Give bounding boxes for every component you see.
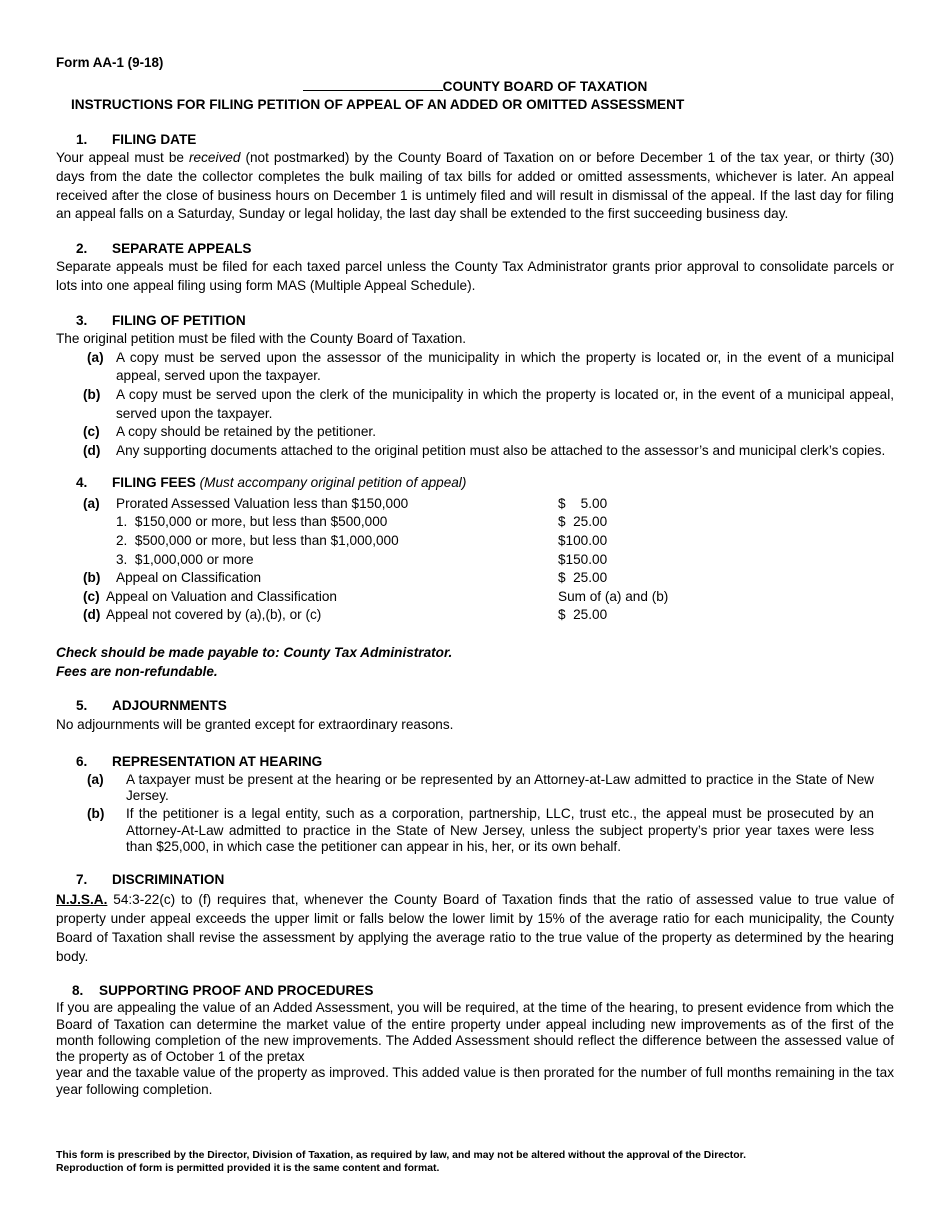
fee-row: (a) Prorated Assessed Valuation less than $150,000 $ 5.00 [83,495,608,511]
section-number: 3. [76,312,88,328]
section-title: ADJOURNMENTS [112,698,227,714]
fee-row: 3. $1,000,000 or more $150.00 [116,551,608,567]
section-note: (Must accompany original petition of appeal) [199,475,467,491]
section-number: 5. [76,698,88,714]
section-title: FILING OF PETITION [112,312,246,328]
section-2-text: Separate appeals must be filed for each taxed parcel unless the County Tax Administrator grants prior approval to consolidate parcels or lots into one appeal filing using form MAS (Multiple Appeal Schedule). [56,259,894,293]
section-1-text: Your appeal must be received (not postmarked) by the County Board of Taxation on or before December 1 of the tax year, or thirty (30) days from the date the collector completes the bulk mailing of tax bills for added or omitted assessments, whichever is later. An appeal received after the close of business hours on December 1 is untimely filed and will result in dismissal of the appeal. If the last day for filing an appeal falls on a Saturday, Sunday or legal holiday, the last day shall be extended to the first succeeding business day. [56,150,894,222]
section-number: 7. [76,872,88,888]
section-8-text: If you are appealing the value of an Added Assessment, you will be required, at the time of the hearing, to present evidence from which the Board of Taxation can determine the market value of the entire property under appeal including new improvements as of the first of the month following completion of the new improvements. The Added Assessment should reflect the difference between the assessed value of the property as of October 1 of the pretax [56,1000,894,1065]
section-title: SUPPORTING PROOF AND PROCEDURES [99,982,374,998]
section-title: SEPARATE APPEALS [112,240,252,256]
section-5-heading [76,697,894,716]
section-7-text: N.J.S.A. 54:3-22(c) to (f) requires that, whenever the County Board of Taxation finds that the ratio of assessed value to true value of property under appeal exceeds the upper limit or falls below the lower limit by 15% of the average ratio for each municipality, the County Board of Taxation shall revise the assessment by applying the average ratio to the true value of the property as determined by the hearing body. [56,891,894,964]
list-item: (b) A copy must be served upon the clerk of the municipality in which the property is located or, in the event of a municipal appeal, served upon the taxpayer. [83,386,894,421]
list-item: (a) A taxpayer must be present at the hearing or be represented by an Attorney-at-Law admitted to practice in the State of New Jersey. [87,772,874,804]
section-number: 6. [76,754,88,770]
board-title-line [56,77,894,97]
fee-row: (b) Appeal on Classification $ 25.00 [83,570,608,586]
section-number: 8. [72,982,84,998]
section-title: FILING DATE [112,131,197,147]
section-number: 4. [76,475,88,491]
fee-row: 2. $500,000 or more, but less than $1,000,000 $100.00 [116,533,608,549]
footer-line: This form is prescribed by the Director, Division of Taxation, as required by law, and may not be altered without the approval of the Director. [56,1150,746,1161]
section-title: DISCRIMINATION [112,872,225,888]
fee-table [56,495,894,625]
fee-row: (c) Appeal on Valuation and Classification Sum of (a) and (b) [83,588,669,604]
payable-note: Check should be made payable to: County Tax Administrator. [56,645,453,661]
board-title: COUNTY BOARD OF TAXATION [442,78,648,94]
nonrefundable-note: Fees are non-refundable. [56,663,218,679]
county-name-blank [303,77,443,91]
section-number: 2. [76,240,88,256]
fee-row: (d) Appeal not covered by (a),(b), or (c) $ 25.00 [83,607,608,623]
section-6-heading [76,753,894,772]
section-title: FILING FEES [112,475,196,491]
section-3-heading [76,312,894,331]
section-4-heading [76,474,894,493]
section-8-text-continued: year and the taxable value of the property as improved. This added value is then prorated for the number of full months remaining in the tax year following completion. [56,1065,894,1097]
statute-reference: N.J.S.A. [56,891,108,907]
footer-line: Reproduction of form is permitted provided it is the same content and format. [56,1162,440,1174]
section-8-heading [72,982,894,1001]
list-item: (c) A copy should be retained by the petitioner. [83,424,376,440]
list-item: (d) Any supporting documents attached to the original petition must also be attached to the assessor’s and municipal clerk’s copies. [83,442,886,458]
section-1-heading [76,131,894,150]
list-item: (a) A copy must be served upon the assessor of the municipality in which the property is located or, in the event of a municipal appeal, served upon the taxpayer. [87,349,894,384]
section-7-heading [76,871,894,890]
section-5-text: No adjournments will be granted except for extraordinary reasons. [56,716,454,732]
section-3-intro: The original petition must be filed with the County Board of Taxation. [56,331,467,347]
list-item: (b) If the petitioner is a legal entity, such as a corporation, partnership, LLC, trust etc., the appeal must be prosecuted by an Attorney-At-Law admitted to practice in the State of New Jersey, unless the subject property’s prior year taxes were less than $25,000, in which case the petitioner can appear in his, her, or its own behalf. [87,806,874,854]
section-title: REPRESENTATION AT HEARING [112,754,323,770]
footer-note [56,1150,746,1175]
instructions-title: INSTRUCTIONS FOR FILING PETITION OF APPEAL OF AN ADDED OR OMITTED ASSESSMENT [71,97,685,113]
section-2-heading [76,240,894,259]
instructions-page [56,54,894,1098]
fee-row: 1. $150,000 or more, but less than $500,000 $ 25.00 [116,514,608,530]
form-id: Form AA-1 (9-18) [56,55,164,70]
emphasis-received: received [189,150,241,166]
section-number: 1. [76,131,88,147]
